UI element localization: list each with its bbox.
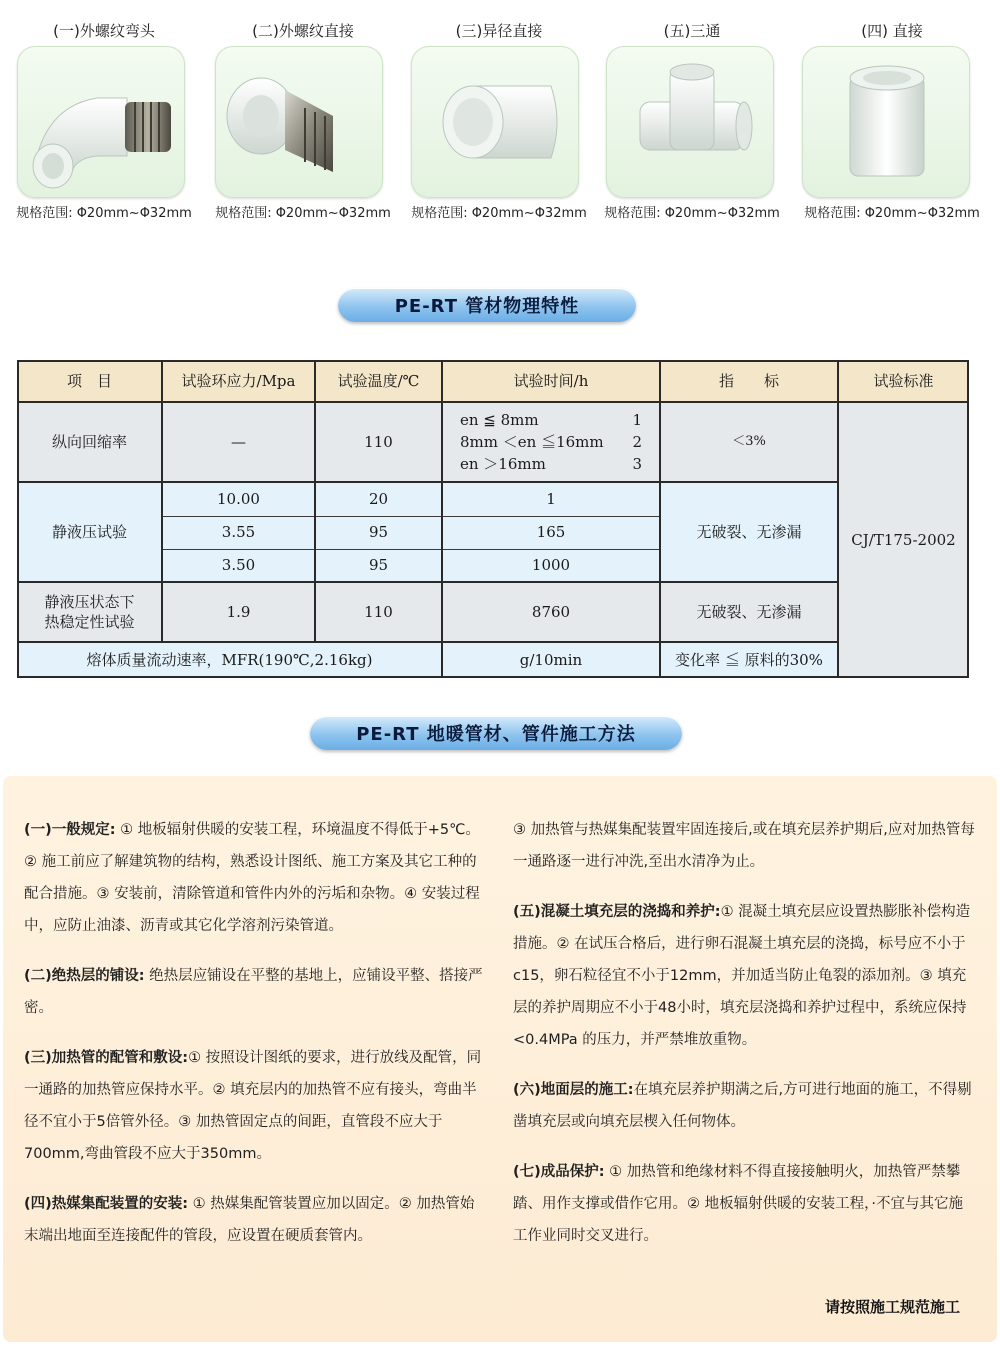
table-divider [314, 360, 316, 642]
method-paragraph [513, 896, 975, 1056]
table-header-standard: 试验标准 [838, 360, 969, 402]
product-spec: 规格范围: Φ20mm~Φ32mm [215, 206, 391, 221]
method-heading: (五)混凝土填充层的浇捣和养护: [513, 904, 721, 920]
method-body: 在填充层养护期满之后,方可进行地面的施工，不得剔凿填充层或向填充层楔入任何物体。 [513, 1082, 972, 1130]
table-divider [17, 641, 838, 643]
time-condition-line [460, 431, 642, 453]
time-condition-line [460, 453, 642, 475]
time-value: 3 [632, 455, 642, 473]
reducer-icon [411, 46, 579, 198]
row-shrinkage-time [442, 402, 660, 482]
coupling-icon [802, 46, 970, 198]
method-body: 绝热层应铺设在平整的基地上，应铺设平整、搭接严密。 [24, 968, 483, 1016]
table-divider [17, 401, 969, 403]
table-divider [162, 549, 660, 550]
table-border [17, 360, 19, 678]
row-hydrostatic-index: 无破裂、无渗漏 [660, 482, 838, 582]
row-thermal-time: 8760 [442, 582, 660, 642]
section-banner-method [310, 716, 682, 750]
time-value: 2 [632, 433, 642, 451]
hydro-stress-2: 3.55 [162, 516, 315, 549]
row-shrinkage-index: ＜3% [660, 402, 838, 482]
product-spec: 规格范围: Φ20mm~Φ32mm [411, 206, 587, 221]
row-thermal-item [17, 582, 162, 642]
table-header-stress: 试验环应力/Mpa [162, 360, 315, 402]
method-heading: (四)热媒集配装置的安装: [24, 1196, 189, 1212]
product-image-card [802, 46, 970, 198]
hydro-temp-3: 95 [315, 549, 442, 582]
product-title: (二)外螺纹直接 [252, 22, 354, 40]
table-divider [162, 516, 660, 517]
time-condition: 8mm ＜en ≦16mm [460, 433, 604, 451]
method-heading: (七)成品保护: [513, 1164, 605, 1180]
row-mfr-index: 变化率 ≦ 原料的30% [660, 642, 838, 678]
row-thermal-temp: 110 [315, 582, 442, 642]
method-paragraph [24, 1188, 486, 1252]
method-body: ① 地板辐射供暖的安装工程，环境温度不得低于+5℃。② 施工前应了解建筑物的结构，熟悉设计图纸、施工方案及其它工种的配合措施。③ 安装前，清除管道和管件内外的污垢和杂物。④ 安装过程中，应防止油漆、沥青或其它化学溶剂污染管道。 [24, 822, 480, 934]
method-column-right [513, 814, 975, 1270]
method-body: ③ 加热管与热媒集配装置牢固连接后,或在填充层养护期后,应对加热管每一通路逐一进行冲洗,至出水清净为止。 [513, 822, 975, 870]
construction-note: 请按照施工规范施工 [824, 1298, 960, 1316]
method-body: ① 按照设计图纸的要求，进行放线及配管，同一通路的加热管应保持水平。② 填充层内的加热管不应有接头，弯曲半径不宜小于5倍管外径。③ 加热管固定点的间距，直管段不应大于700mm,弯曲管段不应大于350mm。 [24, 1050, 482, 1162]
method-paragraph [24, 1042, 486, 1170]
time-condition: en ≦ 8mm [460, 411, 539, 429]
method-heading: (二)绝热层的铺设: [24, 968, 145, 984]
row-shrinkage-temp: 110 [315, 402, 442, 482]
hydro-time-3: 1000 [442, 549, 660, 582]
table-divider [441, 360, 443, 678]
section-banner-title: PE-RT 地暖管材、管件施工方法 [356, 724, 636, 745]
product-title: (一)外螺纹弯头 [53, 22, 155, 40]
table-header-index: 指 标 [660, 360, 838, 402]
method-paragraph [513, 814, 975, 878]
table-header-temp: 试验温度/℃ [315, 360, 442, 402]
hydro-time-2: 165 [442, 516, 660, 549]
hydro-temp-1: 20 [315, 482, 442, 516]
table-header-time: 试验时间/h [442, 360, 660, 402]
method-heading: (三)加热管的配管和敷设: [24, 1050, 189, 1066]
section-banner-title: PE-RT 管材物理特性 [394, 296, 580, 317]
table-divider [161, 360, 163, 642]
row-thermal-item-line: 热稳定性试验 [44, 613, 135, 631]
row-thermal-index: 无破裂、无渗漏 [660, 582, 838, 642]
table-divider [837, 360, 839, 678]
product-spec: 规格范围: Φ20mm~Φ32mm [804, 206, 980, 221]
method-paragraph [513, 1074, 975, 1138]
method-body: ① 混凝土填充层应设置热膨胀补偿构造措施。② 在试压合格后，进行卵石混凝土填充层的浇捣，标号应不小于c15，卵石粒径宜不小于12mm，并加适当防止龟裂的添加剂。③ 填充层的养护周期应不小于48小时，填充层浇捣和养护过程中，系统应保持<0.4MPa 的压力，并严禁堆放重物。 [513, 904, 971, 1048]
table-border [17, 676, 969, 678]
row-mfr-time: g/10min [442, 642, 660, 678]
hydro-time-1: 1 [442, 482, 660, 516]
product-image-card [17, 46, 185, 198]
row-shrinkage-stress: — [162, 402, 315, 482]
product-spec: 规格范围: Φ20mm~Φ32mm [604, 206, 780, 221]
time-value: 1 [632, 411, 642, 429]
method-heading: (六)地面层的施工: [513, 1082, 634, 1098]
table-header-item: 项 目 [17, 360, 162, 402]
row-shrinkage-item: 纵向回缩率 [17, 402, 162, 482]
method-paragraph [24, 814, 486, 942]
row-thermal-stress: 1.9 [162, 582, 315, 642]
product-title: (三)异径直接 [455, 22, 543, 40]
method-paragraph [513, 1156, 975, 1252]
time-condition-line [460, 409, 642, 431]
table-divider [17, 581, 838, 583]
table-divider [17, 481, 838, 483]
row-hydrostatic-item: 静液压试验 [17, 482, 162, 582]
product-image-card [411, 46, 579, 198]
product-title: (五)三通 [663, 22, 721, 40]
method-body: ① 加热管和绝缘材料不得直接接触明火，加热管严禁攀踏、用作支撑或借作它用。② 地板辐射供暖的安装工程，·不宜与其它施工作业同时交叉进行。 [513, 1164, 963, 1244]
time-condition: en ＞16mm [460, 455, 546, 473]
method-body: ① 热媒集配管装置应加以固定。② 加热管始末端出地面至连接配件的管段，应设置在硬质套管内。 [24, 1196, 475, 1244]
method-heading: (一)一般规定: [24, 822, 116, 838]
tee-fitting-icon [606, 46, 774, 198]
row-mfr-item: 熔体质量流动速率，MFR(190℃,2.16kg) [17, 642, 442, 678]
section-banner-properties [338, 288, 636, 322]
hydro-temp-2: 95 [315, 516, 442, 549]
table-divider [659, 360, 661, 678]
row-thermal-item-line: 静液压状态下 [44, 592, 135, 611]
standard-cell: CJ/T175-2002 [838, 402, 969, 678]
elbow-fitting-icon [17, 46, 185, 198]
method-paragraph [24, 960, 486, 1024]
threaded-coupling-icon [215, 46, 383, 198]
properties-table [17, 360, 969, 678]
product-image-card [215, 46, 383, 198]
product-image-card [606, 46, 774, 198]
hydro-stress-1: 10.00 [162, 482, 315, 516]
table-border [17, 360, 969, 362]
method-column-left [24, 814, 486, 1270]
hydro-stress-3: 3.50 [162, 549, 315, 582]
product-title: (四) 直接 [861, 22, 923, 40]
product-spec: 规格范围: Φ20mm~Φ32mm [16, 206, 192, 221]
table-border [967, 360, 969, 678]
